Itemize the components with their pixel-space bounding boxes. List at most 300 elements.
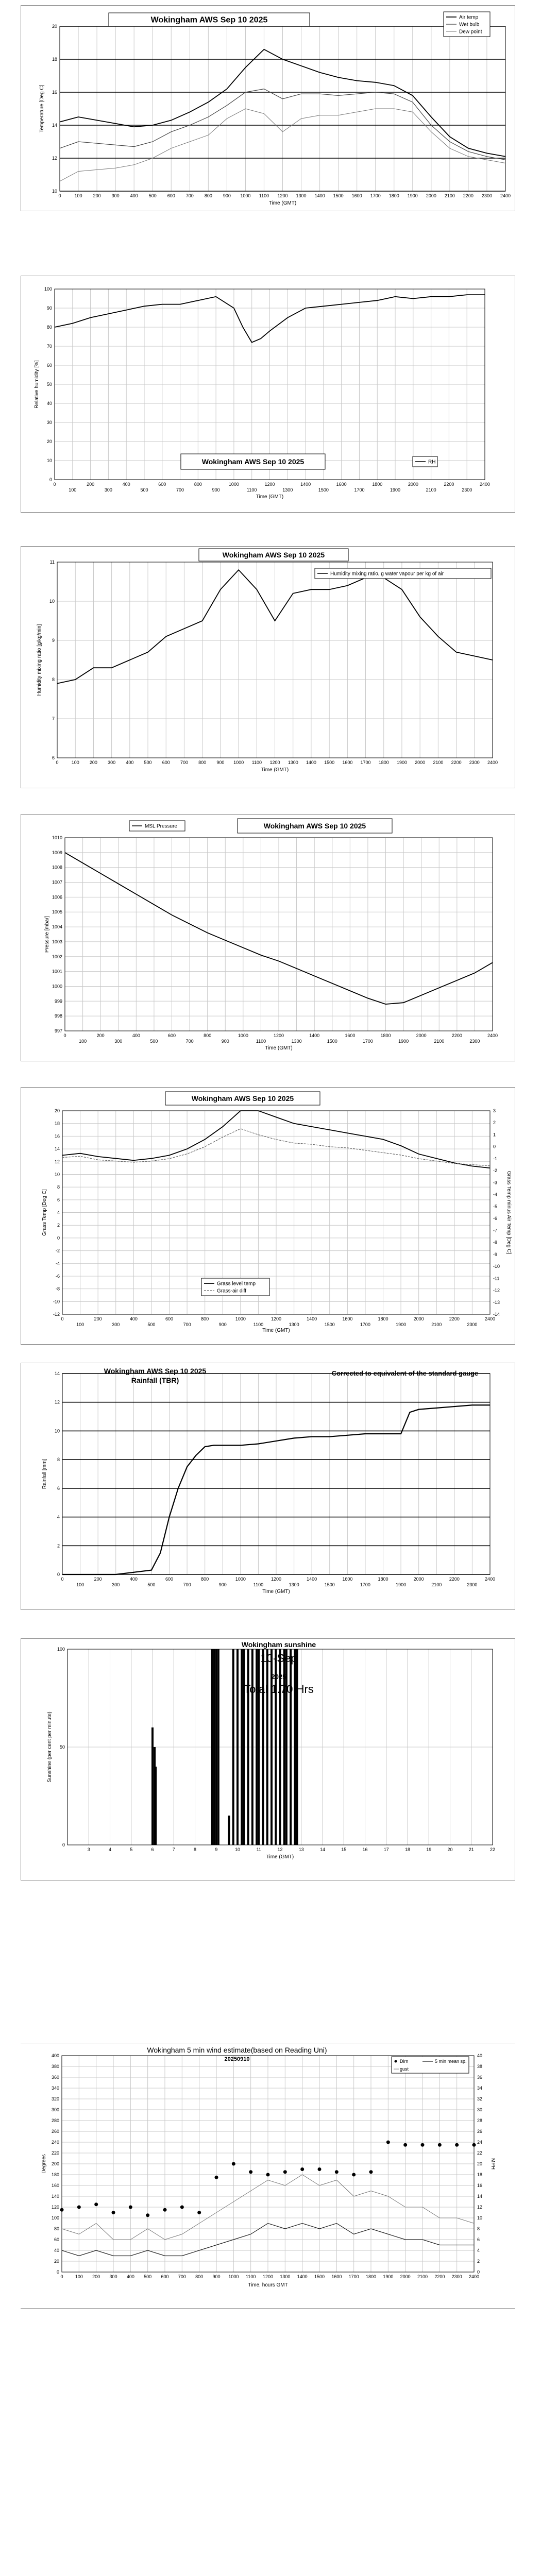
y2-tick-label: 18 [477, 2172, 483, 2177]
x-tick-label: 300 [114, 1039, 123, 1044]
x-tick-label: 1400 [307, 1577, 317, 1582]
x-tick-label: 500 [140, 487, 148, 493]
y-tick-label: 160 [51, 2183, 59, 2188]
x-tick-label: 9 [215, 1847, 218, 1852]
sunshine-bar [213, 1649, 215, 1845]
x-tick-label: 1700 [360, 760, 371, 765]
y-tick-label: 0 [57, 1572, 60, 1577]
y-tick-label: 12 [54, 1159, 60, 1164]
x-tick-label: 1700 [348, 2274, 359, 2279]
x-tick-label: 2300 [451, 2274, 462, 2279]
y-tick-label: 20 [54, 2259, 59, 2264]
x-tick-label: 1300 [291, 1039, 302, 1044]
x-tick-label: 1800 [380, 1033, 391, 1038]
y-tick-label: 180 [51, 2172, 59, 2177]
x-tick-label: 1700 [354, 487, 365, 493]
y-tick-label: 8 [52, 677, 55, 682]
y-tick-label: 16 [52, 90, 57, 95]
y-tick-label: 10 [54, 1172, 60, 1177]
x-axis-title: Time (GMT) [262, 1328, 290, 1333]
x-tick-label: 2200 [434, 2274, 445, 2279]
chart-title: Wokingham AWS Sep 10 2025 [150, 15, 268, 25]
x-tick-label: 2400 [487, 760, 498, 765]
y2-tick-label: 22 [477, 2150, 483, 2156]
x-tick-label: 100 [76, 1322, 84, 1327]
x-tick-label: 2000 [416, 1033, 427, 1038]
x-tick-label: 1100 [253, 1582, 264, 1587]
x-tick-label: 22 [489, 1847, 496, 1852]
x-tick-label: 0 [58, 193, 61, 198]
x-tick-label: 400 [129, 1316, 138, 1321]
sunshine-bar [251, 1649, 253, 1845]
y2-tick-label: -10 [493, 1264, 500, 1269]
sunshine-bar [266, 1649, 268, 1845]
sunshine-bar [228, 1816, 230, 1845]
x-tick-label: 1600 [351, 193, 362, 198]
sunshine-chart [21, 1639, 515, 1880]
x-axis-title: Time (GMT) [256, 494, 284, 500]
wind-direction-point [421, 2143, 425, 2147]
y2-tick-label: 8 [477, 2226, 480, 2231]
x-tick-label: 1600 [342, 1577, 353, 1582]
y2-tick-label: 34 [477, 2086, 483, 2091]
x-tick-label: 1300 [296, 193, 307, 198]
y-tick-label: 1006 [52, 894, 62, 900]
x-tick-label: 1300 [289, 1582, 299, 1587]
chart-panel-rainfall [21, 1363, 515, 1610]
wind-direction-point [438, 2143, 442, 2147]
x-tick-label: 1100 [251, 760, 262, 765]
x-tick-label: 200 [96, 1033, 105, 1038]
x-tick-label: 800 [195, 2274, 204, 2279]
y-axis-title: Pressure [mbar] [44, 916, 50, 953]
wind-direction-point [146, 2213, 149, 2217]
x-tick-label: 200 [94, 1316, 102, 1321]
x-tick-label: 500 [147, 1582, 156, 1587]
x-tick-label: 100 [79, 1039, 87, 1044]
y2-tick-label: -5 [493, 1204, 498, 1209]
x-tick-label: 200 [92, 2274, 100, 2279]
x-tick-label: 1800 [372, 482, 383, 487]
grass-temperature-chart [21, 1088, 515, 1344]
x-axis-title: Time, hours GMT [248, 2282, 288, 2288]
x-tick-label: 2200 [451, 760, 462, 765]
y-tick-label: 10 [49, 599, 55, 604]
x-tick-label: 1100 [259, 193, 269, 198]
y-tick-label: 40 [46, 401, 52, 406]
sunshine-bar [211, 1649, 213, 1845]
wind-direction-point [472, 2143, 476, 2147]
x-tick-label: 1100 [253, 1322, 264, 1327]
chart-year: 2025 [271, 1673, 286, 1681]
x-axis-title: Time (GMT) [261, 767, 289, 773]
x-tick-label: 200 [93, 193, 101, 198]
x-tick-label: 800 [204, 193, 212, 198]
y2-tick-label: 10 [477, 2215, 483, 2221]
x-tick-label: 2400 [468, 2274, 480, 2279]
x-tick-label: 2000 [415, 760, 426, 765]
x-tick-label: 800 [201, 1316, 209, 1321]
x-tick-label: 2400 [484, 1316, 496, 1321]
legend-label: Grass level temp [217, 1281, 256, 1287]
x-tick-label: 1800 [378, 1577, 388, 1582]
x-axis-title: Time (GMT) [266, 1854, 294, 1860]
x-tick-label: 19 [426, 1847, 432, 1852]
y-tick-label: 12 [52, 156, 57, 161]
y-axis-title: Humidity mixing ratio [g/kg/min] [37, 624, 42, 696]
y2-tick-label: -13 [493, 1299, 500, 1305]
chart-subtitle: Rainfall (TBR) [131, 1376, 179, 1384]
chart-panel-msl-pressure [21, 814, 515, 1061]
y-axis-title: Grass Temp [Deg C] [42, 1189, 47, 1236]
x-tick-label: 0 [56, 760, 59, 765]
y-tick-label: 0 [56, 2269, 59, 2275]
x-tick-label: 2400 [479, 482, 491, 487]
y-tick-label: 20 [52, 24, 57, 29]
wind-direction-point [77, 2206, 81, 2209]
x-tick-label: 900 [218, 1322, 227, 1327]
x-tick-label: 1400 [297, 2274, 308, 2279]
x-tick-label: 2400 [484, 1577, 496, 1582]
y-tick-label: 0 [49, 477, 52, 482]
y2-tick-label: -11 [493, 1276, 500, 1281]
x-axis-title: Time (GMT) [265, 1045, 293, 1051]
x-tick-label: 400 [130, 193, 138, 198]
x-tick-label: 800 [201, 1577, 209, 1582]
y2-tick-label: 12 [477, 2205, 483, 2210]
wind-direction-point [232, 2162, 235, 2166]
y2-tick-label: 4 [477, 2248, 480, 2253]
sunshine-bar [247, 1649, 249, 1845]
sunshine-bar [241, 1649, 243, 1845]
y-tick-label: 1003 [52, 939, 62, 944]
x-tick-label: 2000 [426, 193, 436, 198]
chart-title: Wokingham AWS Sep 10 2025 [104, 1367, 207, 1375]
x-tick-label: 1200 [262, 2274, 274, 2279]
y2-tick-label: -7 [493, 1228, 498, 1233]
y-tick-label: -8 [55, 1286, 60, 1292]
y-tick-label: 4 [57, 1210, 60, 1215]
x-tick-label: 2300 [462, 487, 472, 493]
x-tick-label: 100 [75, 2274, 83, 2279]
chart-title: Wokingham AWS Sep 10 2025 [201, 457, 305, 466]
y-tick-label: 14 [54, 1146, 60, 1152]
y-tick-label: 8 [57, 1184, 60, 1190]
y2-tick-label: -2 [493, 1168, 498, 1174]
y-axis-title: Sunshine (per cent per minute) [47, 1711, 53, 1783]
y-tick-label: -2 [55, 1248, 60, 1253]
x-tick-label: 11 [256, 1847, 261, 1852]
x-tick-label: 1100 [256, 1039, 266, 1044]
x-axis-title: Time (GMT) [262, 1589, 290, 1595]
x-tick-label: 2100 [431, 1322, 442, 1327]
y-tick-label: 70 [46, 344, 52, 349]
x-tick-label: 1800 [388, 193, 399, 198]
x-tick-label: 500 [148, 193, 157, 198]
x-tick-label: 2300 [467, 1322, 478, 1327]
y-tick-label: 1005 [52, 909, 62, 915]
wind-direction-point [60, 2208, 64, 2212]
x-tick-label: 1100 [245, 2274, 256, 2279]
x-tick-label: 1200 [264, 482, 275, 487]
x-axis-title: Time (GMT) [268, 200, 297, 206]
relative-humidity-chart [21, 276, 515, 512]
x-tick-label: 2000 [400, 2274, 411, 2279]
x-tick-label: 2100 [434, 1039, 445, 1044]
chart-panel-temperature [21, 5, 515, 211]
x-tick-label: 15 [341, 1847, 347, 1852]
wind-direction-point [129, 2206, 132, 2209]
x-tick-label: 1700 [362, 1039, 373, 1044]
x-tick-label: 600 [162, 760, 170, 765]
x-tick-label: 1900 [396, 1322, 407, 1327]
msl-pressure-chart [21, 815, 515, 1061]
x-tick-label: 1500 [318, 487, 329, 493]
x-tick-label: 4 [108, 1847, 112, 1852]
x-tick-label: 2400 [487, 1033, 498, 1038]
legend-label: Dirn [400, 2059, 409, 2064]
x-tick-label: 900 [216, 760, 225, 765]
x-tick-label: 600 [158, 482, 166, 487]
legend-label: gust [400, 2066, 409, 2072]
chart-panel-wind [21, 2045, 515, 2303]
x-tick-label: 1600 [336, 482, 347, 487]
y-tick-label: 0 [62, 1842, 65, 1848]
sunshine-bar [294, 1649, 296, 1845]
x-tick-label: 12 [277, 1847, 283, 1852]
y2-tick-label: -8 [493, 1240, 498, 1245]
x-tick-label: 6 [151, 1847, 154, 1852]
y-tick-label: 200 [51, 2161, 59, 2166]
wind-direction-point [455, 2143, 459, 2147]
x-tick-label: 16 [362, 1847, 368, 1852]
x-tick-label: 900 [223, 193, 231, 198]
x-tick-label: 1300 [282, 487, 293, 493]
x-tick-label: 200 [89, 760, 97, 765]
wind-direction-point [197, 2211, 201, 2214]
x-tick-label: 1000 [228, 482, 239, 487]
x-tick-label: 400 [122, 482, 130, 487]
mixing-ratio-chart [21, 547, 515, 788]
x-tick-label: 2000 [413, 1577, 424, 1582]
y-tick-label: -6 [55, 1273, 60, 1279]
x-tick-label: 2100 [433, 760, 444, 765]
sunshine-bar [243, 1649, 245, 1845]
y-tick-label: 1001 [52, 969, 62, 974]
y-tick-label: 50 [46, 382, 52, 387]
legend-label: Humidity mixing ratio, g water vapour per kg of air [330, 571, 444, 577]
y-tick-label: 9 [52, 638, 55, 643]
x-tick-label: 1900 [390, 487, 401, 493]
x-tick-label: 200 [87, 482, 95, 487]
chart-subtitle: 20250910 [224, 2056, 250, 2062]
wind-direction-point [386, 2141, 390, 2144]
y-tick-label: 14 [54, 1371, 60, 1376]
legend-label: RH [428, 459, 436, 465]
y2-tick-label: 6 [477, 2237, 480, 2242]
x-tick-label: 7 [172, 1847, 175, 1852]
wind-direction-point [163, 2208, 167, 2212]
wind-direction-point [94, 2202, 98, 2206]
y-tick-label: 20 [46, 439, 52, 444]
x-tick-label: 100 [74, 193, 82, 198]
y2-tick-label: 38 [477, 2064, 483, 2069]
x-tick-label: 900 [218, 1582, 227, 1587]
y-tick-label: 260 [51, 2129, 59, 2134]
x-tick-label: 1400 [300, 482, 311, 487]
x-tick-label: 700 [183, 1582, 191, 1587]
y-tick-label: 50 [59, 1744, 65, 1750]
y-tick-label: 2 [57, 1223, 60, 1228]
x-tick-label: 1000 [228, 2274, 239, 2279]
y2-tick-label: 2 [477, 2259, 480, 2264]
x-tick-label: 700 [178, 2274, 186, 2279]
chart-title: Wokingham AWS Sep 10 2025 [222, 550, 325, 559]
y2-tick-label: 3 [493, 1108, 496, 1113]
legend-label: Dew point [459, 29, 482, 35]
wind-direction-point [215, 2176, 218, 2179]
x-tick-label: 500 [144, 760, 152, 765]
y2-axis-title: MPH [490, 2158, 496, 2170]
y-tick-label: 14 [52, 123, 57, 128]
x-tick-label: 2200 [449, 1577, 460, 1582]
y-tick-label: 100 [51, 2215, 59, 2221]
wind-direction-point [403, 2143, 407, 2147]
x-tick-label: 2400 [500, 193, 511, 198]
x-tick-label: 21 [468, 1847, 474, 1852]
y-tick-label: 12 [54, 1399, 60, 1405]
y2-tick-label: 24 [477, 2140, 483, 2145]
wind-direction-point [249, 2170, 252, 2174]
x-tick-label: 1300 [288, 760, 298, 765]
x-tick-label: 10 [234, 1847, 241, 1852]
y-tick-label: -10 [53, 1299, 60, 1304]
y2-tick-label: 30 [477, 2107, 483, 2112]
y-tick-label: 1009 [52, 850, 62, 855]
x-tick-label: 1500 [333, 193, 344, 198]
x-tick-label: 500 [150, 1039, 158, 1044]
x-tick-label: 2300 [481, 193, 492, 198]
y2-tick-label: 14 [477, 2194, 483, 2199]
x-tick-label: 100 [71, 760, 79, 765]
x-tick-label: 600 [165, 1577, 174, 1582]
x-tick-label: 1400 [306, 760, 316, 765]
x-tick-label: 2300 [469, 1039, 480, 1044]
x-tick-label: 1500 [324, 760, 335, 765]
y2-tick-label: 28 [477, 2118, 483, 2123]
x-tick-label: 500 [147, 1322, 156, 1327]
rainfall-chart [21, 1363, 515, 1609]
y-tick-label: 90 [46, 306, 52, 311]
chart-title: Wokingham AWS Sep 10 2025 [263, 821, 366, 830]
x-tick-label: 1200 [273, 1033, 284, 1038]
y-tick-label: 1008 [52, 865, 62, 870]
chart-date: 10-Sep [260, 1652, 297, 1665]
wind-separator-bottom [21, 2308, 515, 2309]
y2-tick-label: -1 [493, 1156, 498, 1161]
x-tick-label: 1000 [233, 760, 244, 765]
x-tick-label: 1800 [365, 2274, 377, 2279]
x-tick-label: 400 [132, 1033, 140, 1038]
y-tick-label: 380 [51, 2064, 59, 2069]
legend-label: Grass-air diff [217, 1288, 247, 1294]
y-tick-label: 1002 [52, 954, 62, 959]
chart-panel-grass-temperature [21, 1087, 515, 1345]
chart-panel-mixing-ratio [21, 546, 515, 788]
x-tick-label: 1200 [270, 1316, 282, 1321]
wind-direction-point [300, 2167, 304, 2171]
x-tick-label: 1000 [235, 1316, 246, 1321]
sunshine-bar [290, 1649, 292, 1845]
y-tick-label: 120 [51, 2205, 59, 2210]
x-tick-label: 0 [60, 2274, 63, 2279]
x-tick-label: 1400 [309, 1033, 320, 1038]
x-tick-label: 600 [165, 1316, 174, 1321]
x-tick-label: 300 [104, 487, 112, 493]
y2-tick-label: 0 [477, 2269, 480, 2275]
y-tick-label: 1004 [52, 924, 62, 930]
wind-direction-point [335, 2170, 339, 2174]
x-tick-label: 600 [167, 1033, 176, 1038]
x-tick-label: 13 [298, 1847, 304, 1852]
x-tick-label: 300 [108, 760, 116, 765]
x-tick-label: 700 [176, 487, 184, 493]
y-axis-title: Temperature [Deg C] [39, 84, 45, 133]
x-tick-label: 5 [130, 1847, 133, 1852]
x-tick-label: 1000 [240, 193, 251, 198]
x-tick-label: 2100 [417, 2274, 428, 2279]
x-tick-label: 2200 [463, 193, 474, 198]
y-tick-label: 18 [52, 57, 57, 62]
x-tick-label: 1700 [360, 1322, 370, 1327]
x-tick-label: 400 [126, 760, 134, 765]
x-tick-label: 2200 [451, 1033, 462, 1038]
x-tick-label: 2300 [467, 1582, 478, 1587]
y-tick-label: 0 [57, 1235, 60, 1241]
y-tick-label: -4 [55, 1261, 60, 1266]
x-tick-label: 1500 [314, 2274, 325, 2279]
y-axis-title: Relative humidity [%] [34, 360, 40, 409]
y2-tick-label: 1 [493, 1132, 496, 1138]
x-tick-label: 1600 [342, 1316, 353, 1321]
chart-title: Wokingham sunshine [241, 1640, 316, 1649]
y-tick-label: 280 [51, 2118, 59, 2123]
x-tick-label: 20 [447, 1847, 453, 1852]
x-tick-label: 2100 [426, 487, 436, 493]
y-tick-label: 100 [57, 1647, 65, 1652]
x-tick-label: 1400 [314, 193, 325, 198]
y-tick-label: 6 [57, 1197, 60, 1202]
x-tick-label: 1300 [289, 1322, 299, 1327]
x-tick-label: 0 [53, 482, 56, 487]
legend-label: Wet bulb [459, 22, 480, 28]
x-tick-label: 1600 [345, 1033, 356, 1038]
x-tick-label: 600 [167, 193, 175, 198]
y-tick-label: 998 [54, 1013, 62, 1019]
sunshine-bar [155, 1767, 157, 1845]
x-tick-label: 1500 [324, 1582, 335, 1587]
chart-panel-sunshine [21, 1638, 515, 1880]
x-tick-label: 1000 [235, 1577, 246, 1582]
wind-direction-point [352, 2173, 356, 2177]
x-tick-label: 700 [180, 760, 188, 765]
x-tick-label: 2100 [431, 1582, 442, 1587]
chart-title: Wokingham AWS Sep 10 2025 [191, 1094, 294, 1103]
x-tick-label: 1500 [327, 1039, 337, 1044]
y-tick-label: 10 [52, 189, 57, 194]
x-tick-label: 1400 [307, 1316, 317, 1321]
x-tick-label: 1200 [277, 193, 288, 198]
